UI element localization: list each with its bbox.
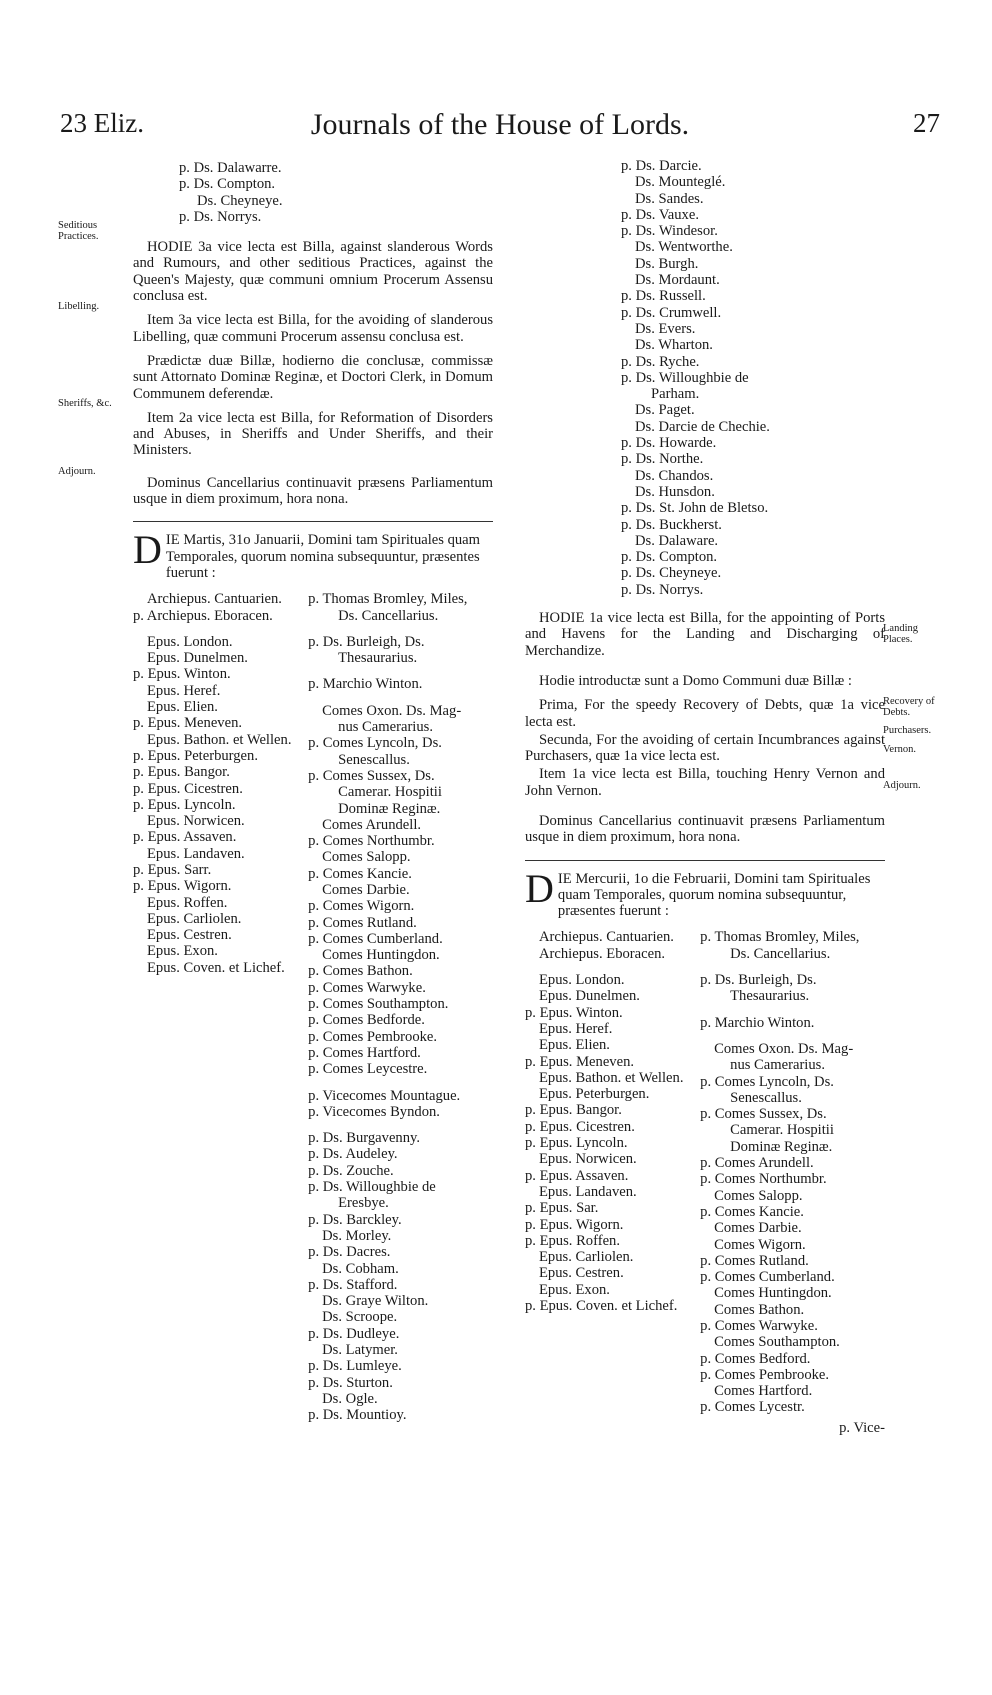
margin-note-landing: Landing Places.	[883, 623, 918, 645]
entry-predictae: Prædictæ duæ Billæ, hodierno die conclusæ, commissæ sunt Attornato Dominæ Reginæ, et Doctori Clerk, in Domum Communem deferendæ.	[133, 352, 493, 402]
spiritual-lords-list	[133, 591, 308, 1423]
peer-entry: p. Epus. Wigorn.	[525, 1216, 624, 1233]
peer-entry: p. Ds. Willoughbie de	[621, 369, 749, 386]
peer-entry: Ds. Scroope.	[322, 1309, 398, 1326]
peer-entry: Comes Darbie.	[714, 1220, 802, 1237]
peer-entry: p. Comes Rutland.	[308, 914, 417, 931]
header-regnal-year: 23 Eliz.	[60, 108, 144, 138]
peer-entry: p. Epus. Lyncoln.	[525, 1135, 628, 1152]
peer-entry: p. Epus. Meneven.	[525, 1053, 635, 1070]
entry-sheriffs: Item 2a vice lecta est Billa, for Reformation of Disorders and Abuses, in Sheriffs and Under Sheriffs, and their Ministers.	[133, 409, 493, 459]
peer-entry: Comes Huntingdon.	[714, 1285, 832, 1302]
peer-entry: Ds. Morley.	[322, 1227, 392, 1244]
attendance-lists	[133, 591, 493, 1423]
page-number: 27	[913, 108, 940, 138]
peer-entry: p. Archiepus. Eboracen.	[133, 607, 273, 624]
peer-entry: p. Comes Bedforde.	[308, 1012, 425, 1029]
margin-note-vernon: Vernon.	[883, 744, 916, 755]
peer-entry: Epus. Bathon. et Wellen.	[147, 731, 292, 748]
peer-entry: Ds. Wentworthe.	[635, 239, 733, 256]
peer-entry: Epus. Landaven.	[147, 845, 245, 862]
peer-entry: Thesaurarius.	[338, 650, 418, 667]
entry-libelling: Item 3a vice lecta est Billa, for the avoiding of slanderous Libelling, quæ communi Procerum assensu conclusa est.	[133, 312, 493, 345]
peer-list-continued	[133, 160, 493, 225]
margin-note-seditious: Seditious Practices.	[58, 220, 99, 242]
peer-entry: Senescallus.	[730, 1089, 802, 1106]
peer-entry: Ds. Dalaware.	[635, 532, 719, 549]
peer-entry: p. Epus. Meneven.	[133, 715, 243, 732]
peer-entry: Dominæ Reginæ.	[730, 1138, 833, 1155]
peer-entry: p. Ds. Burleigh, Ds.	[700, 972, 817, 989]
peer-entry: p. Comes Lyncoln, Ds.	[308, 735, 442, 752]
peer-entry: p. Ds. Dalawarre.	[179, 160, 282, 176]
peer-entry: Ds. Hunsdon.	[635, 483, 715, 500]
drop-cap-right: D	[525, 870, 554, 911]
peer-entry: p. Ds. Cheyneye.	[621, 565, 722, 582]
peer-entry: p. Epus. Roffen.	[525, 1232, 620, 1249]
peer-entry: Parham.	[651, 386, 700, 403]
peer-entry: Eresbye.	[338, 1195, 389, 1212]
peer-entry: p. Epus. Bangor.	[525, 1102, 622, 1119]
peer-entry: p. Comes Southampton.	[308, 996, 449, 1013]
peer-entry: Comes Oxon. Ds. Mag-	[322, 702, 462, 719]
sitting-intro-text-right: IE Mercurii, 1o die Februarii, Domini tam Spirituales quam Temporales, quorum nomina subsequuntur, præsentes fuerunt :	[557, 870, 871, 920]
peer-entry: p. Comes Northumbr.	[700, 1171, 827, 1188]
peer-entry: Epus. Roffen.	[147, 894, 228, 911]
peer-entry: p. Comes Lyncoln, Ds.	[700, 1073, 834, 1090]
peer-entry: p. Comes Arundell.	[700, 1155, 814, 1172]
peer-entry: p. Comes Warwyke.	[308, 979, 426, 996]
entry-landing: HODIE 1a vice lecta est Billa, for the appointing of Ports and Havens for the Landing and Discharging of Merchandize.	[525, 610, 885, 659]
peer-entry: p. Ds. Norrys.	[621, 581, 704, 598]
peer-entry: p. Comes Warwyke.	[700, 1318, 818, 1334]
peer-entry: Epus. Carliolen.	[147, 910, 242, 927]
peer-entry: Ds. Graye Wilton.	[322, 1293, 429, 1310]
peer-entry: Epus. Coven. et Lichef.	[147, 959, 285, 976]
peer-entry: Ds. Cheyneye.	[197, 192, 283, 209]
peer-entry: Epus. Elien.	[539, 1037, 610, 1054]
peer-entry: p. Ds. Willoughbie de	[308, 1179, 436, 1196]
entry-intro-bills: Hodie introductæ sunt a Domo Communi duæ Billæ :	[539, 672, 852, 689]
peer-entry: Dominæ Reginæ.	[338, 800, 441, 817]
peer-entry: Comes Arundell.	[322, 816, 422, 833]
peer-entry: p. Ds. Stafford.	[308, 1276, 398, 1293]
peer-entry: Epus. Bathon. et Wellen.	[539, 1069, 684, 1086]
peer-entry: Epus. London.	[539, 972, 625, 989]
entry-vernon: Item 1a vice lecta est Billa, touching Henry Vernon and John Vernon.	[525, 766, 885, 799]
peer-entry: Epus. Elien.	[147, 699, 218, 716]
margin-note-libelling: Libelling.	[58, 301, 100, 312]
peer-entry: p. Epus. Sarr.	[133, 861, 212, 878]
peer-entry: p. Ds. Ryche.	[621, 353, 700, 370]
peer-entry: p. Ds. Dudleye.	[308, 1325, 400, 1342]
sitting-intro-text: IE Martis, 31o Januarii, Domini tam Spirituales quam Temporales, quorum nomina subsequuntur, præsentes fuerunt :	[165, 532, 481, 581]
peer-entry: p. Comes Sussex, Ds.	[308, 767, 435, 784]
peer-entry: p. Ds. Barckley.	[308, 1211, 402, 1228]
peer-entry: p. Epus. Cicestren.	[133, 780, 243, 797]
peer-entry: Epus. Norwicen.	[147, 813, 245, 830]
peer-entry: Senescallus.	[338, 751, 410, 768]
peer-entry: p. Comes Northumbr.	[308, 833, 435, 850]
peer-entry: p. Marchio Winton.	[700, 1014, 815, 1031]
peer-entry: p. Comes Wigorn.	[308, 898, 415, 915]
peer-entry: Epus. Exon.	[147, 943, 218, 960]
peer-entry: p. Ds. Lumleye.	[308, 1358, 402, 1375]
peer-entry: p. Ds. Vauxe.	[621, 206, 699, 223]
peer-entry: p. Comes Pembrooke.	[308, 1028, 438, 1045]
peer-entry: p. Ds. Compton.	[621, 549, 718, 566]
peer-entry: p. Comes Pembrooke.	[700, 1366, 830, 1383]
peer-entry: Epus. Carliolen.	[539, 1249, 634, 1266]
peer-entry: Ds. Cancellarius.	[730, 945, 831, 962]
peer-entry: p. Ds. Zouche.	[308, 1162, 394, 1179]
peer-list-continued-right	[525, 158, 885, 598]
peer-entry: p. Ds. Dacres.	[308, 1244, 391, 1261]
section-divider	[133, 521, 493, 522]
peer-entry: p. Comes Sussex, Ds.	[700, 1106, 827, 1123]
peer-entry: p. Comes Kancie.	[700, 1203, 804, 1220]
peer-entry: p. Thomas Bromley, Miles,	[308, 591, 468, 608]
peer-entry: Ds. Sandes.	[635, 190, 704, 207]
entry-prima: Prima, For the speedy Recovery of Debts, quæ 1a vice lecta est.	[525, 697, 885, 730]
temporal-lords-list-right	[700, 929, 885, 1415]
entry-adjournment-right: Dominus Cancellarius continuavit præsens Parliamentum usque in diem proximum, hora nona.	[525, 812, 885, 846]
peer-entry: p. Epus. Winton.	[133, 666, 231, 683]
peer-entry: Epus. Heref.	[539, 1020, 613, 1037]
peer-entry: Comes Salopp.	[714, 1187, 803, 1204]
section-divider-right	[525, 860, 885, 861]
peer-entry: Comes Hartford.	[714, 1383, 813, 1400]
peer-entry: Comes Huntingdon.	[322, 947, 440, 964]
peer-entry: p. Ds. Compton.	[179, 176, 276, 193]
spiritual-lords-list-right	[525, 929, 700, 1415]
peer-entry: Ds. Chandos.	[635, 467, 714, 484]
peer-entry: p. Ds. Crumwell.	[621, 304, 722, 321]
peer-entry: p. Ds. Sturton.	[308, 1374, 393, 1391]
peer-entry: Archiepus. Cantuarien.	[539, 929, 674, 946]
peer-entry: Epus. Cestren.	[539, 1265, 624, 1282]
peer-entry: Ds. Darcie de Chechie.	[635, 418, 770, 435]
attendance-lists-right	[525, 929, 885, 1415]
peer-entry: p. Comes Bathon.	[308, 963, 413, 980]
peer-entry: Ds. Cancellarius.	[338, 607, 439, 624]
peer-entry: Epus. Peterburgen.	[539, 1086, 650, 1103]
peer-entry: nus Camerarius.	[338, 719, 433, 736]
peer-entry: Epus. Exon.	[539, 1281, 610, 1298]
peer-entry: p. Epus. Lyncoln.	[133, 796, 236, 813]
peer-entry: Camerar. Hospitii	[338, 784, 442, 801]
peer-entry: Epus. Cestren.	[147, 927, 232, 944]
peer-entry: Comes Salopp.	[322, 849, 411, 866]
peer-entry: p. Ds. Burgavenny.	[308, 1130, 421, 1147]
peer-entry: Epus. London.	[147, 633, 233, 650]
peer-entry: Comes Darbie.	[322, 881, 410, 898]
peer-entry: Archiepus. Eboracen.	[539, 945, 666, 962]
sitting-intro-right	[525, 871, 885, 920]
peer-entry: Epus. Landaven.	[539, 1183, 637, 1200]
peer-entry: p. Epus. Peterburgen.	[133, 747, 258, 764]
margin-note-sheriffs: Sheriffs, &c.	[58, 398, 112, 409]
margin-note-adjourn-right: Adjourn.	[883, 780, 921, 791]
peer-entry: Ds. Burgh.	[635, 255, 699, 272]
drop-cap: D	[133, 532, 162, 573]
entry-seditious: HODIE 3a vice lecta est Billa, against slanderous Words and Rumours, and other seditious Practices, against the Queen's Majesty, quæ communi omnium Procerum Assensu conclusa est.	[133, 239, 493, 305]
peer-entry: p. Ds. Norrys.	[179, 208, 262, 225]
peer-entry: p. Marchio Winton.	[308, 676, 423, 693]
peer-entry: Epus. Norwicen.	[539, 1151, 637, 1168]
entry-secunda: Secunda, For the avoiding of certain Incumbrances against Purchasers, quæ 1a vice lecta est.	[525, 731, 885, 765]
peer-entry: Comes Bathon.	[714, 1301, 805, 1318]
peer-entry: p. Epus. Coven. et Lichef.	[525, 1298, 678, 1314]
sitting-intro	[133, 532, 493, 581]
margin-note-adjourn: Adjourn.	[58, 466, 96, 477]
peer-entry: Ds. Mounteglé.	[635, 174, 726, 191]
peer-entry: p. Comes Rutland.	[700, 1252, 809, 1269]
peer-entry: p. Ds. Northe.	[621, 451, 704, 468]
peer-entry: p. Vicecomes Mountague.	[308, 1087, 461, 1104]
peer-entry: p. Comes Cumberland.	[308, 930, 443, 947]
peer-entry: Comes Southampton.	[714, 1334, 840, 1351]
peer-entry: p. Ds. Mountioy.	[308, 1407, 407, 1424]
peer-entry: p. Ds. Darcie.	[621, 158, 702, 174]
peer-entry: p. Epus. Winton.	[525, 1004, 623, 1021]
peer-entry: p. Ds. Howarde.	[621, 435, 717, 452]
peer-entry: Ds. Evers.	[635, 320, 696, 337]
temporal-lords-list	[308, 591, 493, 1423]
peer-entry: p. Epus. Assaven.	[525, 1167, 629, 1184]
peer-entry: p. Ds. St. John de Bletso.	[621, 500, 769, 517]
peer-entry: p. Comes Bedford.	[700, 1350, 811, 1367]
peer-entry: p. Comes Hartford.	[308, 1044, 421, 1061]
peer-entry: Archiepus. Cantuarien.	[147, 591, 282, 608]
catchword: p. Vice-	[839, 1419, 885, 1436]
peer-entry: Ds. Latymer.	[322, 1342, 398, 1358]
peer-entry: Ds. Paget.	[635, 402, 695, 419]
peer-entry: p. Epus. Wigorn.	[133, 878, 232, 895]
peer-entry: Ds. Wharton.	[635, 337, 713, 354]
peer-entry: p. Ds. Audeley.	[308, 1146, 398, 1163]
peer-entry: Epus. Dunelmen.	[147, 650, 248, 667]
peer-entry: nus Camerarius.	[730, 1057, 825, 1074]
header-title: Journals of the House of Lords.	[310, 108, 690, 141]
margin-note-recovery: Recovery of Debts.	[883, 696, 935, 718]
entry-adjournment: Dominus Cancellarius continuavit præsens Parliamentum usque in diem proximum, hora nona.	[133, 474, 493, 508]
peer-entry: Thesaurarius.	[730, 988, 810, 1005]
peer-entry: Ds. Ogle.	[322, 1390, 378, 1407]
peer-entry: p. Ds. Buckherst.	[621, 516, 722, 533]
right-column	[525, 158, 885, 1436]
peer-entry: p. Comes Leycestre.	[308, 1061, 428, 1078]
peer-entry: p. Comes Kancie.	[308, 865, 412, 882]
peer-entry: p. Vicecomes Byndon.	[308, 1103, 440, 1120]
left-column	[133, 160, 493, 1423]
peer-entry: p. Comes Cumberland.	[700, 1269, 835, 1286]
running-header	[60, 108, 940, 154]
peer-entry: p. Epus. Cicestren.	[525, 1118, 635, 1135]
peer-entry: Epus. Dunelmen.	[539, 988, 640, 1005]
peer-entry: p. Comes Lycestr.	[700, 1399, 805, 1416]
peer-entry: p. Ds. Russell.	[621, 288, 706, 305]
peer-entry: p. Epus. Sar.	[525, 1200, 599, 1217]
margin-note-purchasers: Purchasers.	[883, 725, 932, 736]
peer-entry: p. Thomas Bromley, Miles,	[700, 929, 860, 946]
peer-entry: Epus. Heref.	[147, 682, 221, 699]
peer-entry: p. Epus. Assaven.	[133, 829, 237, 846]
peer-entry: p. Epus. Bangor.	[133, 764, 230, 781]
peer-entry: Comes Wigorn.	[714, 1236, 806, 1253]
peer-entry: Ds. Cobham.	[322, 1260, 399, 1277]
peer-entry: Comes Oxon. Ds. Mag-	[714, 1040, 854, 1057]
peer-entry: p. Ds. Burleigh, Ds.	[308, 633, 425, 650]
peer-entry: Camerar. Hospitii	[730, 1122, 834, 1139]
peer-entry: p. Ds. Windesor.	[621, 223, 718, 240]
peer-entry: Ds. Mordaunt.	[635, 272, 720, 289]
